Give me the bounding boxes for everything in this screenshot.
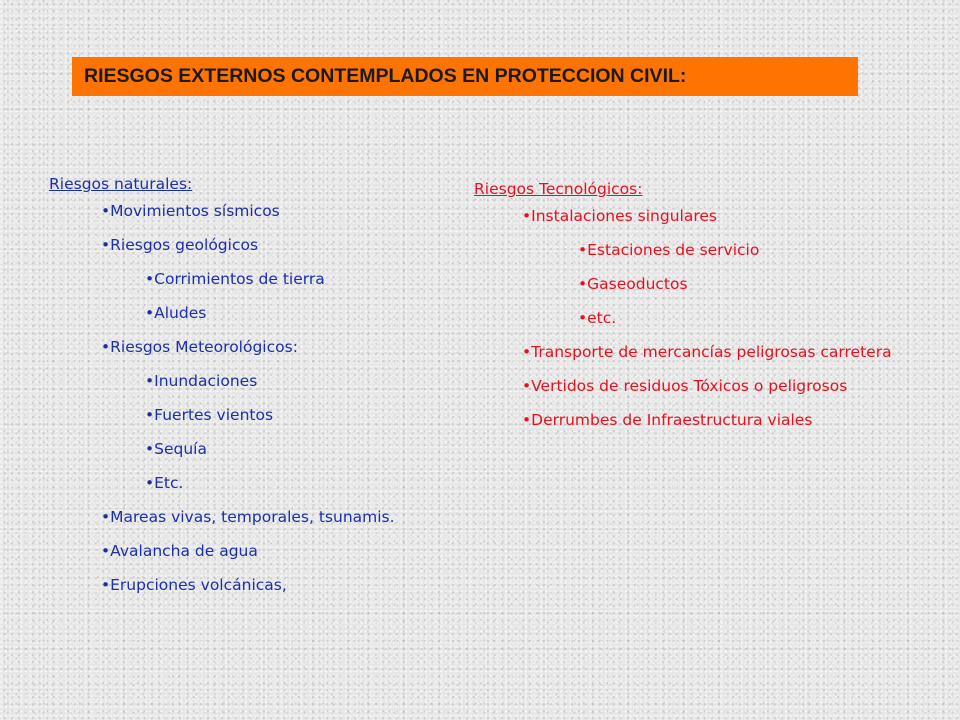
page-title: RIESGOS EXTERNOS CONTEMPLADOS EN PROTECCION CIVIL: bbox=[84, 65, 687, 87]
technological-risks-heading: Riesgos Tecnológicos: bbox=[474, 180, 643, 198]
list-item: •Etc. bbox=[145, 474, 184, 492]
list-item: •Gaseoductos bbox=[578, 275, 688, 293]
technological-risks-column bbox=[474, 178, 892, 445]
list-item: •Inundaciones bbox=[145, 372, 258, 390]
natural-risks-list bbox=[49, 202, 395, 595]
list-item: •Erupciones volcánicas, bbox=[101, 576, 287, 594]
list-item: •Riesgos geológicos bbox=[101, 236, 259, 254]
technological-risks-list bbox=[474, 207, 892, 430]
natural-risks-column bbox=[49, 173, 395, 610]
list-item: •Instalaciones singulares bbox=[522, 207, 717, 225]
list-item: •Derrumbes de Infraestructura viales bbox=[522, 411, 813, 429]
list-item: •Sequía bbox=[145, 440, 207, 458]
list-item: •Vertidos de residuos Tóxicos o peligrosos bbox=[522, 377, 848, 395]
list-item: •Corrimientos de tierra bbox=[145, 270, 325, 288]
list-item: •Transporte de mercancías peligrosas carretera bbox=[522, 343, 892, 361]
list-item: •Avalancha de agua bbox=[101, 542, 258, 560]
list-item: •Movimientos sísmicos bbox=[101, 202, 280, 220]
list-item: •Estaciones de servicio bbox=[578, 241, 760, 259]
list-item: •Aludes bbox=[145, 304, 207, 322]
natural-risks-heading: Riesgos naturales: bbox=[49, 175, 193, 193]
list-item: •Mareas vivas, temporales, tsunamis. bbox=[101, 508, 395, 526]
list-item: •Fuertes vientos bbox=[145, 406, 274, 424]
list-item: •etc. bbox=[578, 309, 617, 327]
list-item: •Riesgos Meteorológicos: bbox=[101, 338, 298, 356]
title-banner bbox=[72, 57, 858, 96]
